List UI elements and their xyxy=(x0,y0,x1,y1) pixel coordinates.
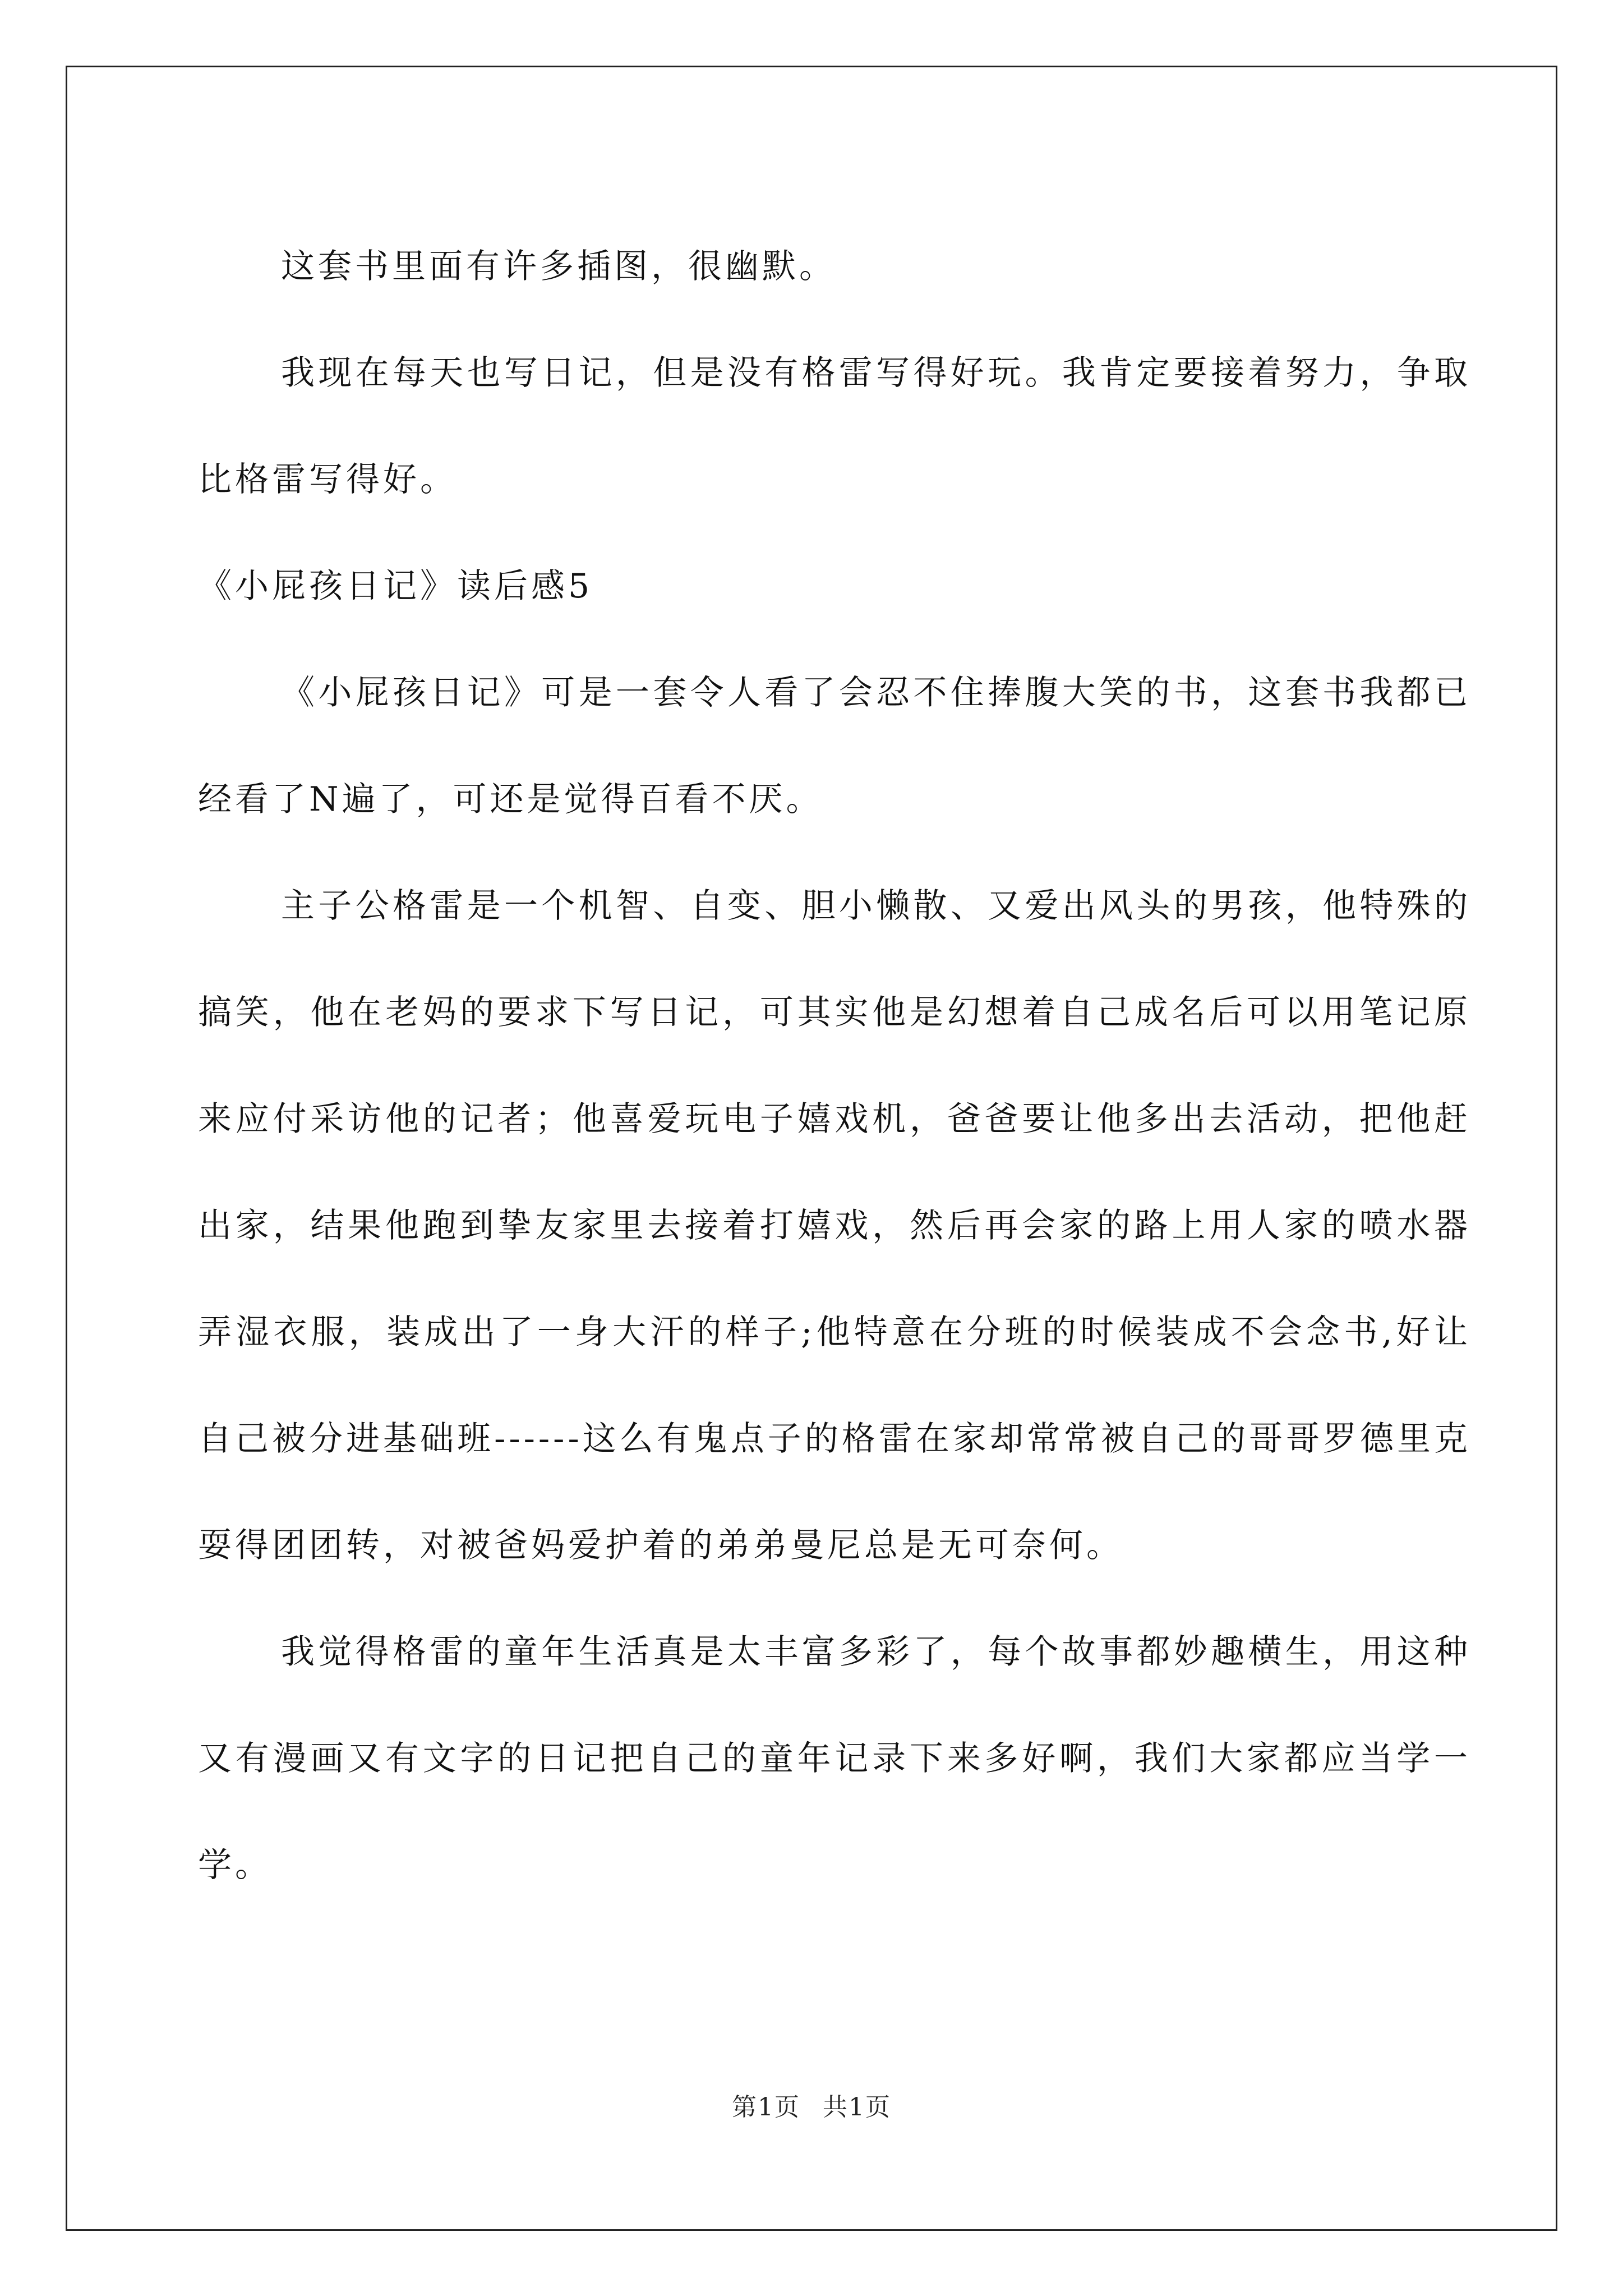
document-body xyxy=(198,213,1471,1918)
paragraph-protagonist: 主子公格雷是一个机智、自变、胆小懒散、又爱出风头的男孩，他特殊的搞笑，他在老妈的要求下写日记，可其实他是幻想着自己成名后可以用笔记原来应付采访他的记者；他喜爱玩电子嬉戏机，爸爸要让他多出去活动，把他赶出家，结果他跑到挚友家里去接着打嬉戏，然后再会家的路上用人家的喷水器弄湿衣服，装成出了一身大汗的样子;他特意在分班的时候装成不会念书,好让自己被分进基础班------这么有鬼点子的格雷在家却常常被自己的哥哥罗德里克耍得团团转，对被爸妈爱护着的弟弟曼尼总是无可奈何。 xyxy=(198,886,1471,1565)
page-total: 共1页 xyxy=(823,2093,891,2122)
page-footer xyxy=(0,2087,1623,2123)
paragraph-illustrations: 这套书里面有许多插图，很幽默。 xyxy=(281,247,836,286)
paragraph-conclusion: 我觉得格雷的童年生活真是太丰富多彩了，每个故事都妙趣横生，用这种又有漫画又有文字的日记把自己的童年记录下来多好啊，我们大家都应当学一学。 xyxy=(198,1632,1471,1885)
paragraph-diary-effort: 我现在每天也写日记，但是没有格雷写得好玩。我肯定要接着努力，争取比格雷写得好。 xyxy=(198,353,1471,499)
paragraph-intro-book: 《小屁孩日记》可是一套令人看了会忍不住捧腹大笑的书，这套书我都已经看了N遍了，可还是觉得百看不厌。 xyxy=(198,673,1471,819)
section-heading: 《小屁孩日记》读后感5 xyxy=(198,567,593,606)
page-number: 第1页 xyxy=(732,2093,800,2122)
